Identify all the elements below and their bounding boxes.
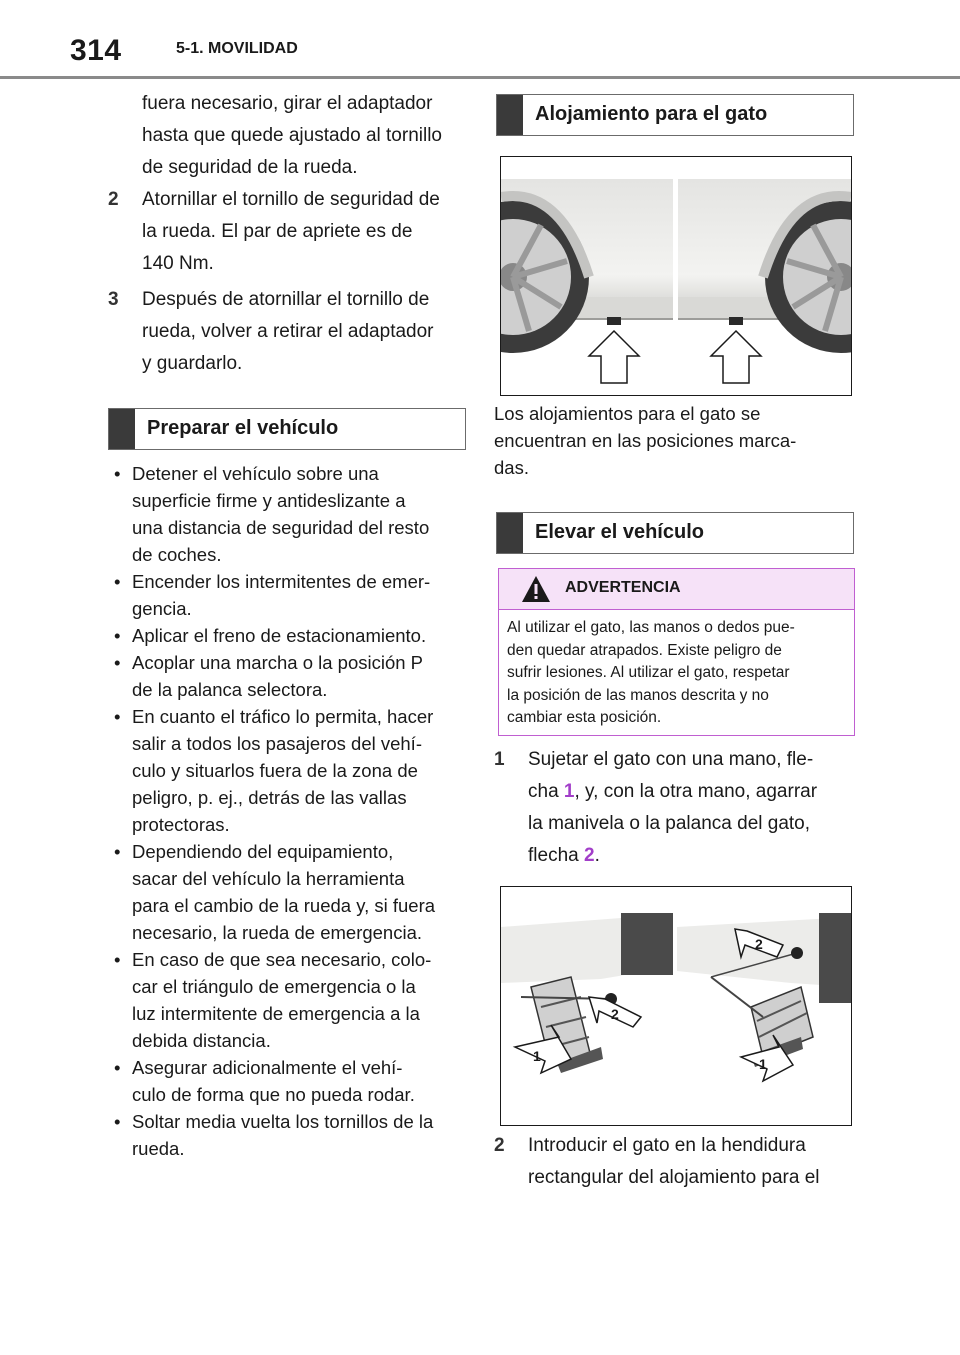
jack-drawing xyxy=(501,887,851,1125)
heading-bar xyxy=(109,409,135,449)
list-item: • Detener el vehículo sobre una superficie firme y antideslizante a una distancia de seguridad del resto de coches. xyxy=(112,460,470,568)
ref-arrow-1: 1 xyxy=(563,781,575,802)
arrow-label: 1 xyxy=(759,1056,767,1072)
heading-bar xyxy=(497,95,523,135)
text-line: hasta que quede ajustado al tornillo xyxy=(142,125,443,146)
heading-text: Elevar el vehículo xyxy=(535,521,704,543)
arrow-label: 2 xyxy=(755,936,763,952)
step-number: 2 xyxy=(108,189,119,210)
list-item: • Soltar media vuelta los tornillos de la rueda. xyxy=(112,1108,470,1162)
list-item: • Aplicar el freno de estacionamiento. xyxy=(112,622,470,649)
step-number: 1 xyxy=(494,749,505,770)
text-line: fuera necesario, girar el adaptador xyxy=(142,93,433,114)
heading-elevar xyxy=(496,512,854,554)
heading-preparar xyxy=(108,408,466,450)
jack-usage-illustration xyxy=(500,886,852,1126)
step-number: 2 xyxy=(494,1135,505,1156)
list-item: • Acoplar una marcha o la posición P de la palanca selectora. xyxy=(112,649,470,703)
warning-triangle-icon xyxy=(521,575,551,603)
step-number: 3 xyxy=(108,289,119,310)
text-line: y guardarlo. xyxy=(142,353,243,374)
arrow-label: 1 xyxy=(533,1048,541,1064)
heading-text: Alojamiento para el gato xyxy=(535,103,768,125)
list-item: • Dependiendo del equipamiento, sacar del vehículo la herramienta para el cambio de la rueda y, si fuera necesario, la rueda de emergencia. xyxy=(112,838,470,946)
list-item: • Asegurar adicionalmente el vehí- culo de forma que no pueda rodar. xyxy=(112,1054,470,1108)
continuation-text xyxy=(142,88,472,184)
header-rule xyxy=(0,76,960,79)
arrow-label: 2 xyxy=(611,1006,619,1022)
warning-header xyxy=(499,569,854,610)
warning-text: Al utilizar el gato, las manos o dedos pue- den quedar atrapados. Existe peligro de sufrir lesiones. Al utilizar el gato, respetar la posición de las manos descrita y no cambiar esta posición. xyxy=(507,619,795,726)
warning-box xyxy=(498,568,855,736)
heading-alojamiento xyxy=(496,94,854,136)
ref-arrow-2: 2 xyxy=(583,845,595,866)
figure-caption: Los alojamientos para el gato se encuentran en las posiciones marca- das. xyxy=(494,403,797,478)
heading-text: Preparar el vehículo xyxy=(147,417,339,439)
list-item: • En caso de que sea necesario, colo- car el triángulo de emergencia o la luz intermitente de emergencia a la debida distancia. xyxy=(112,946,470,1054)
heading-bar xyxy=(497,513,523,553)
list-item: • En cuanto el tráfico lo permita, hacer salir a todos los pasajeros del vehí- culo y situarlos fuera de la zona de peligro, p. ej., detrás de las vallas protectoras. xyxy=(112,703,470,838)
jack-points-illustration xyxy=(500,156,852,396)
text-line: de seguridad de la rueda. xyxy=(142,157,358,178)
text-line: la rueda. El par de apriete es de xyxy=(142,221,413,242)
text-line: Atornillar el tornillo de seguridad de xyxy=(142,189,440,210)
text-line: rueda, volver a retirar el adaptador xyxy=(142,321,434,342)
section-title: 5-1. MOVILIDAD xyxy=(176,40,298,57)
car-sill-drawing xyxy=(501,157,851,395)
text-line: 140 Nm. xyxy=(142,253,214,274)
list-item: • Encender los intermitentes de emer- gencia. xyxy=(112,568,470,622)
text-line: Después de atornillar el tornillo de xyxy=(142,289,430,310)
warning-title: ADVERTENCIA xyxy=(565,579,681,596)
preparation-list xyxy=(112,460,470,1162)
page-number: 314 xyxy=(70,34,122,67)
